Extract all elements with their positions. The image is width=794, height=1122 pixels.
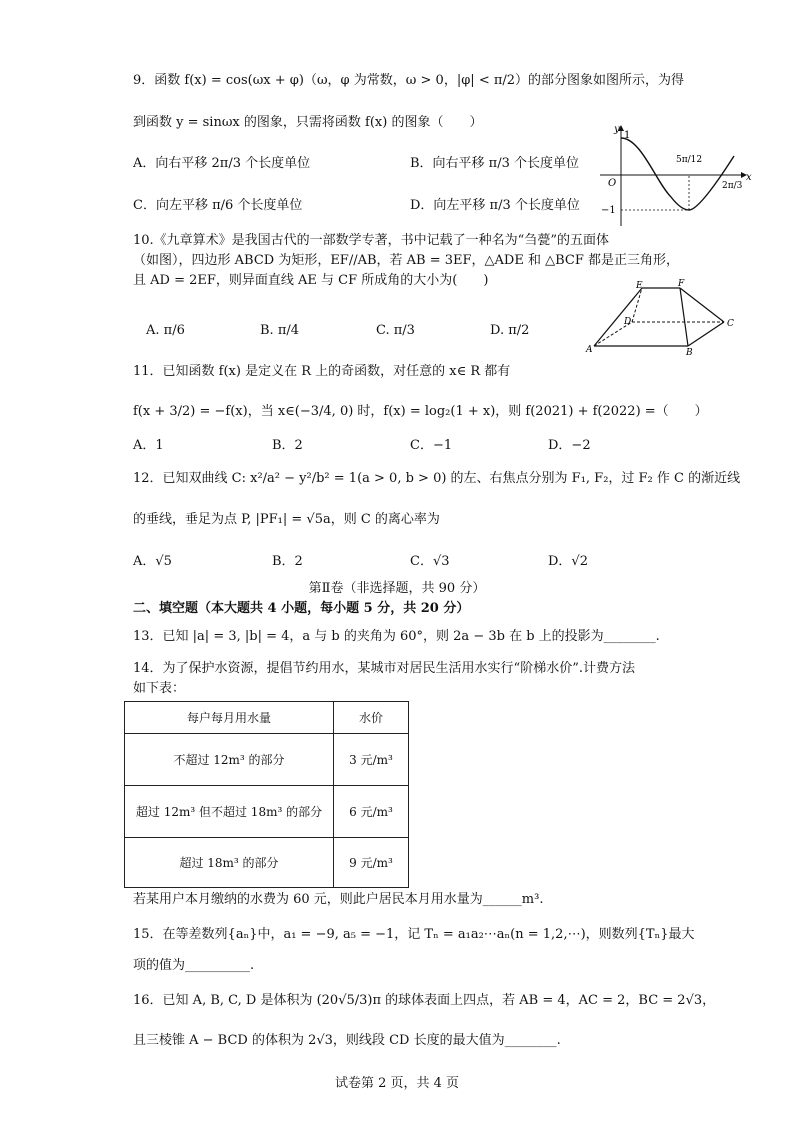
q10-option-d: D. π/2 [490, 323, 530, 338]
q10-solid-figure [586, 279, 746, 358]
table-cell: 3 元/m³ [334, 734, 409, 786]
q9-option-b: B．向右平移 π/3 个长度单位 [410, 156, 580, 171]
table-header-row [125, 702, 409, 734]
q13-line1: 13．已知 |a| = 3, |b| = 4，a 与 b 的夹角为 60°，则 2a − 3b 在 b 上的投影为________. [133, 629, 660, 644]
q9-option-c: C．向左平移 π/6 个长度单位 [133, 198, 303, 213]
q11-option-d: D．−2 [548, 438, 591, 453]
q12-option-d: D．√2 [548, 554, 588, 569]
q15-line1: 15．在等差数列{aₙ}中，a₁ = −9, a₅ = −1，记 Tₙ = a₁a₂⋯aₙ(n = 1,2,⋯)，则数列{Tₙ}最大 [133, 927, 695, 942]
table-cell: 超过 12m³ 但不超过 18m³ 的部分 [125, 786, 334, 838]
q11-option-c: C．−1 [410, 438, 453, 453]
q16-line2: 且三棱锥 A − BCD 的体积为 2√3，则线段 CD 长度的最大值为________. [133, 1033, 561, 1048]
q9-tick-minus1: −1 [601, 205, 616, 216]
q14-line2: 如下表： [133, 681, 186, 696]
q11-option-b: B．2 [272, 438, 303, 453]
q11-option-a: A．1 [133, 438, 164, 453]
q9-line1: 9．函数 f(x) = cos(ωx + φ)（ω，φ 为常数，ω > 0，|φ| < π/2）的部分图象如图所示，为得 [133, 73, 685, 88]
q10-line2: （如图），四边形 ABCD 为矩形，EF//AB，若 AB = 3EF，△ADE 和 △BCF 都是正三角形， [133, 253, 679, 268]
page-footer: 试卷第 2 页，共 4 页 [334, 1076, 460, 1091]
q9-origin-label: O [608, 178, 617, 189]
q10-line3: 且 AD = 2EF，则异面直线 AE 与 CF 所成角的大小为( ) [133, 273, 489, 288]
q10-label-f: F [678, 279, 685, 289]
q14-line3: 若某用户本月缴纳的水费为 60 元，则此户居民本月用水量为______m³. [133, 892, 544, 907]
q10-edge-de [632, 288, 642, 322]
table-header-cell: 每户每月用水量 [125, 702, 334, 734]
table-header-cell: 水价 [334, 702, 409, 734]
q9-x-label: x [746, 172, 752, 183]
q9-tick-1: 1 [624, 130, 631, 141]
table-cell: 不超过 12m³ 的部分 [125, 734, 334, 786]
q12-option-b: B．2 [272, 554, 303, 569]
q10-line1: 10.《九章算术》是我国古代的一部数学专著，书中记载了一种名为“刍甍”的五面体 [133, 233, 609, 248]
q10-label-c: C [727, 319, 734, 329]
q9-line2: 到函数 y = sinωx 的图象，只需将函数 f(x) 的图象（ ） [133, 115, 483, 130]
q9-mark-2pi3: 2π/3 [722, 181, 743, 191]
q16-line1: 16．已知 A, B, C, D 是体积为 (20√5/3)π 的球体表面上四点，若 AB = 4，AC = 2，BC = 2√3， [133, 993, 716, 1008]
table-cell: 6 元/m³ [334, 786, 409, 838]
q10-label-b: B [686, 348, 693, 358]
q10-label-e: E [636, 281, 643, 291]
q9-cosine-graph [596, 122, 756, 232]
q10-label-d: D [624, 317, 632, 327]
q10-edge-cf [680, 288, 724, 322]
table-row [125, 786, 409, 838]
q12-line2: 的垂线，垂足为点 P, |PF₁| = √5a，则 C 的离心率为 [133, 512, 440, 527]
q11-line1: 11．已知函数 f(x) 是定义在 R 上的奇函数，对任意的 x∈ R 都有 [133, 364, 511, 379]
q10-option-c: C. π/3 [376, 323, 415, 338]
section2-title: 第Ⅱ卷（非选择题，共 90 分） [308, 581, 486, 596]
q10-edge-ae [594, 288, 642, 346]
q12-option-c: C．√3 [410, 554, 450, 569]
q14-line1: 14．为了保护水资源，提倡节约用水，某城市对居民生活用水实行“阶梯水价”.计费方法 [133, 661, 635, 676]
q15-line2: 项的值为__________. [133, 958, 255, 973]
table-row [125, 838, 409, 888]
table-row [125, 734, 409, 786]
table-cell: 超过 18m³ 的部分 [125, 838, 334, 888]
q12-option-a: A．√5 [133, 554, 172, 569]
q10-label-a: A [586, 345, 593, 355]
q9-option-d: D．向左平移 π/3 个长度单位 [410, 198, 580, 213]
section2-heading: 二、填空题（本大题共 4 小题，每小题 5 分，共 20 分） [133, 601, 470, 616]
table-cell: 9 元/m³ [334, 838, 409, 888]
q10-edge-bc [688, 322, 724, 346]
q10-option-b: B. π/4 [260, 323, 300, 338]
q9-curve [621, 138, 734, 210]
q9-option-a: A．向右平移 2π/3 个长度单位 [133, 156, 311, 171]
q9-mark-5pi12: 5π/12 [676, 155, 703, 165]
q14-pricing-table [124, 701, 409, 888]
q10-option-a: A. π/6 [146, 323, 185, 338]
q11-line2: f(x + 3/2) = −f(x)，当 x∈(−3/4, 0) 时，f(x) = log₂(1 + x)，则 f(2021) + f(2022) =（ ） [133, 404, 708, 419]
q12-line1: 12．已知双曲线 C: x²/a² − y²/b² = 1(a > 0, b > 0) 的左、右焦点分别为 F₁, F₂，过 F₂ 作 C 的渐近线 [133, 471, 741, 486]
q9-y-label: y [614, 124, 620, 135]
q10-edge-bf [680, 288, 688, 346]
